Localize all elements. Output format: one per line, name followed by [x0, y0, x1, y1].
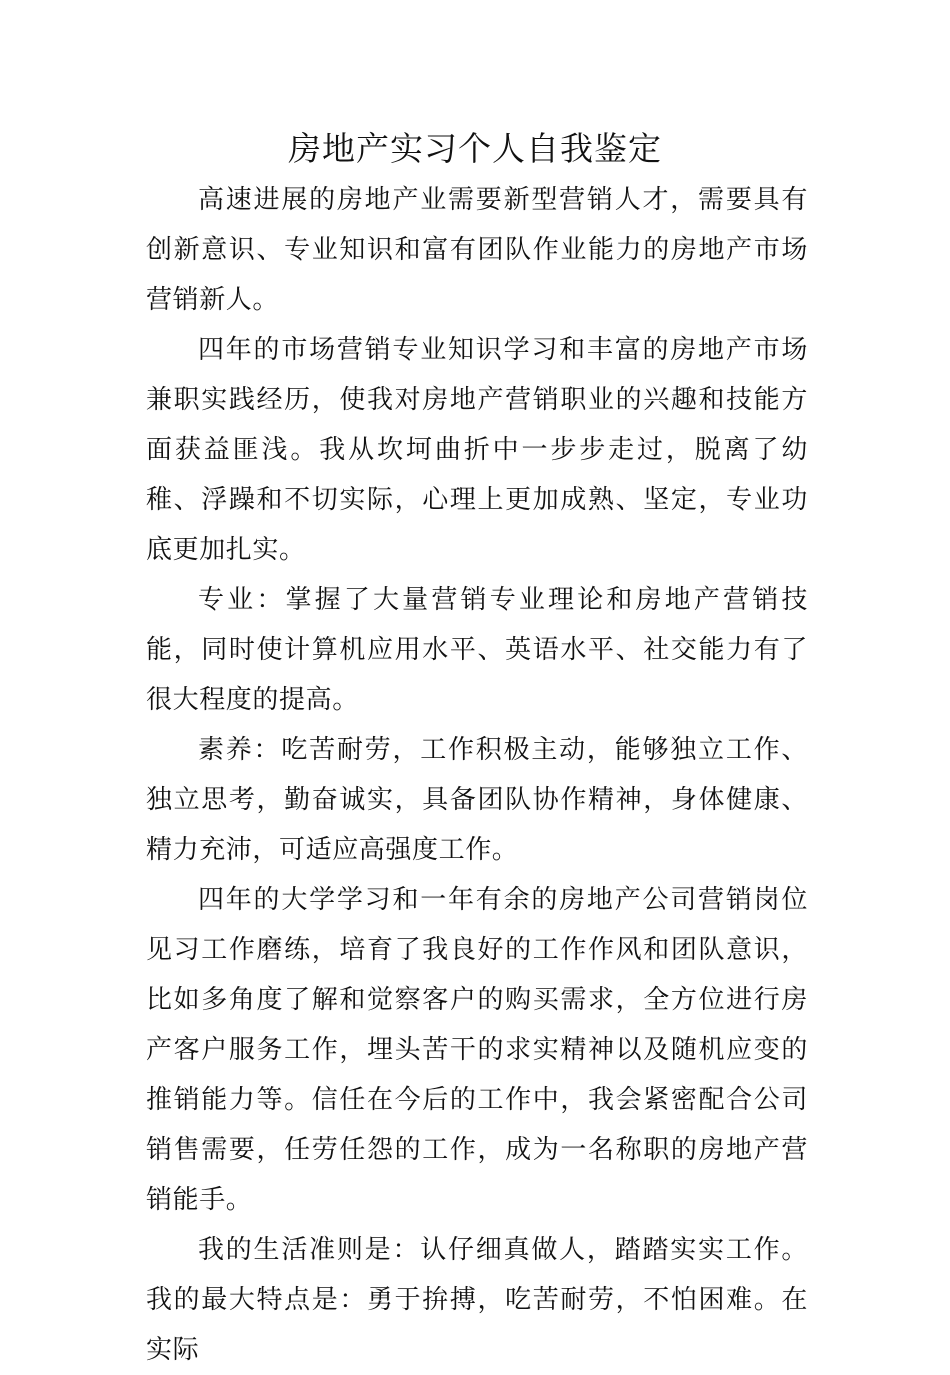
paragraph-4: 素养：吃苦耐劳，工作积极主动，能够独立工作、独立思考，勤奋诚实，具备团队协作精神，身体健康、精力充沛，可适应高强度工作。 [146, 735, 808, 865]
document-body [146, 175, 808, 1375]
paragraph-3: 专业：掌握了大量营销专业理论和房地产营销技能，同时使计算机应用水平、英语水平、社交能力有了很大程度的提高。 [146, 585, 808, 715]
paragraph-2: 四年的市场营销专业知识学习和丰富的房地产市场兼职实践经历，使我对房地产营销职业的兴趣和技能方面获益匪浅。我从坎坷曲折中一步步走过，脱离了幼稚、浮躁和不切实际，心理上更加成熟、坚定，专业功底更加扎实。 [146, 335, 808, 565]
document-title: 房地产实习个人自我鉴定 [288, 129, 662, 168]
paragraph-6: 我的生活准则是：认仔细真做人，踏踏实实工作。我的最大特点是：勇于拚搏，吃苦耐劳，不怕困难。在实际 [146, 1235, 808, 1365]
paragraph-5: 四年的大学学习和一年有余的房地产公司营销岗位见习工作磨练，培育了我良好的工作作风和团队意识，比如多角度了解和觉察客户的购买需求，全方位进行房产客户服务工作，埋头苦干的求实精神以及随机应变的推销能力等。信任在今后的工作中，我会紧密配合公司销售需要，任劳任怨的工作，成为一名称职的房地产营销能手。 [146, 885, 808, 1215]
paragraph-1: 高速进展的房地产业需要新型营销人才，需要具有创新意识、专业知识和富有团队作业能力的房地产市场营销新人。 [146, 185, 808, 315]
